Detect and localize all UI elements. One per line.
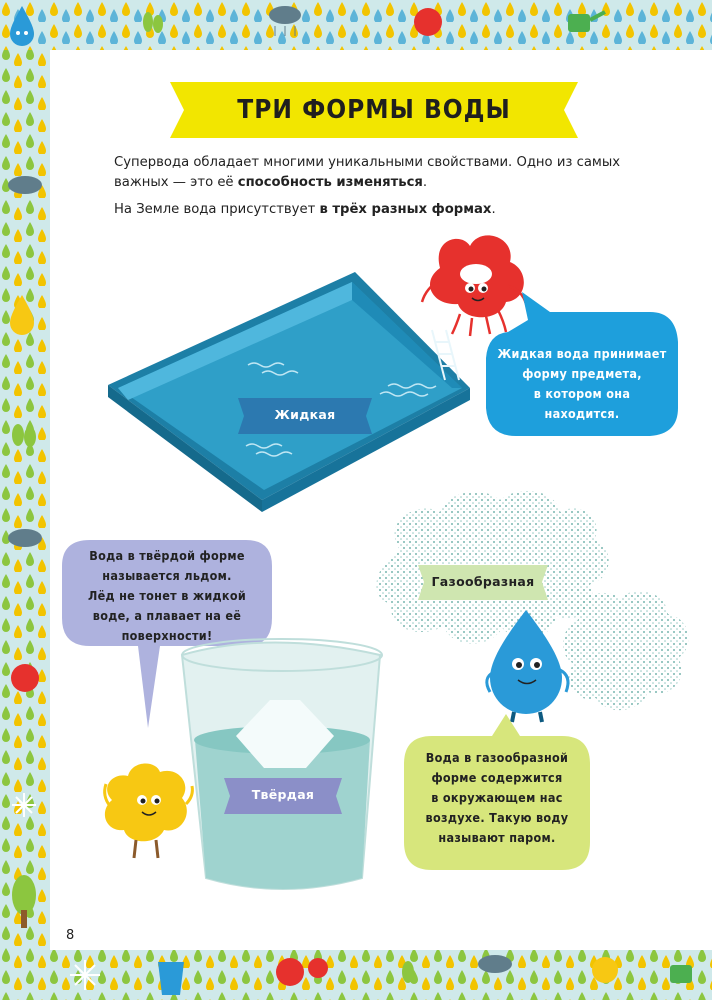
solid-bubble-line: называется льдом. [102,568,232,583]
gas-bubble-line: форме содержится [431,770,563,785]
pool-illustration [108,272,470,512]
page-title: ТРИ ФОРМЫ ВОДЫ [237,95,511,125]
glass-illustration [182,639,382,889]
gas-bubble-line: воздухе. Такую воду [425,810,569,825]
gas-bubble-text [406,748,588,848]
liquid-bubble-text [490,344,674,424]
gas-bubble-line: Вода в газообразной [425,750,569,765]
solid-bubble-line: Вода в твёрдой форме [89,548,245,563]
page-number: 8 [66,928,75,943]
solid-bubble-text [64,546,270,646]
liquid-bubble-line: в котором она [533,386,631,401]
intro-paragraph-1: Супервода обладает многими уникальными свойствами. Одно из самых важных — это её способность изменяться. [114,155,621,190]
red-character-icon [422,235,526,336]
intro-paragraph-2: На Земле вода присутствует в трёх разных формах. [114,202,496,217]
liquid-bubble-line: форму предмета, [522,366,642,381]
gas-bubble-line: называют паром. [438,830,556,845]
liquid-bubble-line: Жидкая вода принимает [497,346,667,361]
yellow-character-icon [105,763,193,858]
solid-bubble-line: Лёд не тонет в жидкой [87,588,247,603]
gas-label: Газообразная [431,574,535,589]
solid-bubble-line: воде, а плавает на её [92,608,242,623]
liquid-label: Жидкая [274,407,336,422]
liquid-bubble-line: находится. [544,406,620,421]
solid-label: Твёрдая [251,787,315,802]
gas-bubble-line: в окружающем нас [431,790,563,805]
solid-bubble-line: поверхности! [121,628,213,643]
